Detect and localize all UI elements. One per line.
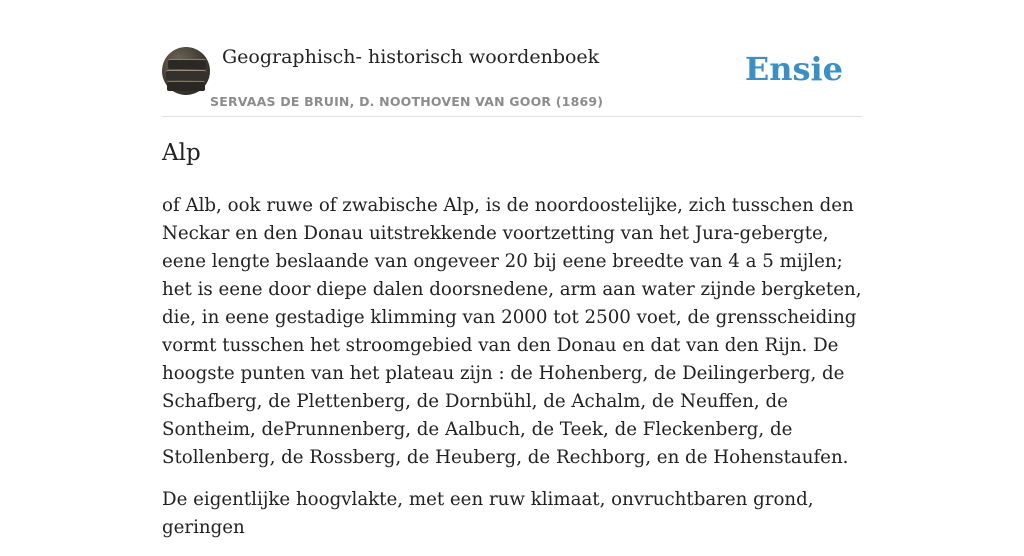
entry-paragraph: De eigentlijke hoogvlakte, met een ruw klimaat, onvruchtbaren grond, geringen (162, 489, 814, 538)
ensie-logo[interactable]: Ensie (744, 50, 843, 88)
book-header (162, 42, 862, 117)
entry-paragraph: of Alb, ook ruwe of zwabische Alp, is de noordoostelijke, zich tusschen den Neckar en den Donau uitstrekkende voortzetting van het Jura-gebergte, eene lengte beslaande van ongeveer 20 bij eene breedte van 4 a 5 mijlen; het is eene door diepe dalen doorsnedene, arm aan water zijnde bergketen, die, in eene gestadige klimming van 2000 tot 2500 voet, de grensscheiding vormt tusschen het stroomgebied van den Donau en dat van den Rijn. De hoogste punten van het plateau zijn : de Hohenberg, de Deilingerberg, de Schafberg, de Plettenberg, de Dornbühl, de Achalm, de Neuffen, de Sontheim, dePrunnenberg, de Aalbuch, de Teek, de Fleckenberg, de Stollenberg, de Rossberg, de Heuberg, de Rechborg, en de Hohenstaufen. (162, 195, 862, 468)
entry-body (162, 192, 864, 556)
book-authors-year: SERVAAS DE BRUIN, D. NOOTHOVEN VAN GOOR (1869) (210, 94, 604, 109)
entry-title: Alp (162, 140, 201, 166)
book-title-link[interactable]: Geographisch- historisch woordenboek (222, 46, 600, 68)
book-stack-icon[interactable] (162, 47, 210, 95)
